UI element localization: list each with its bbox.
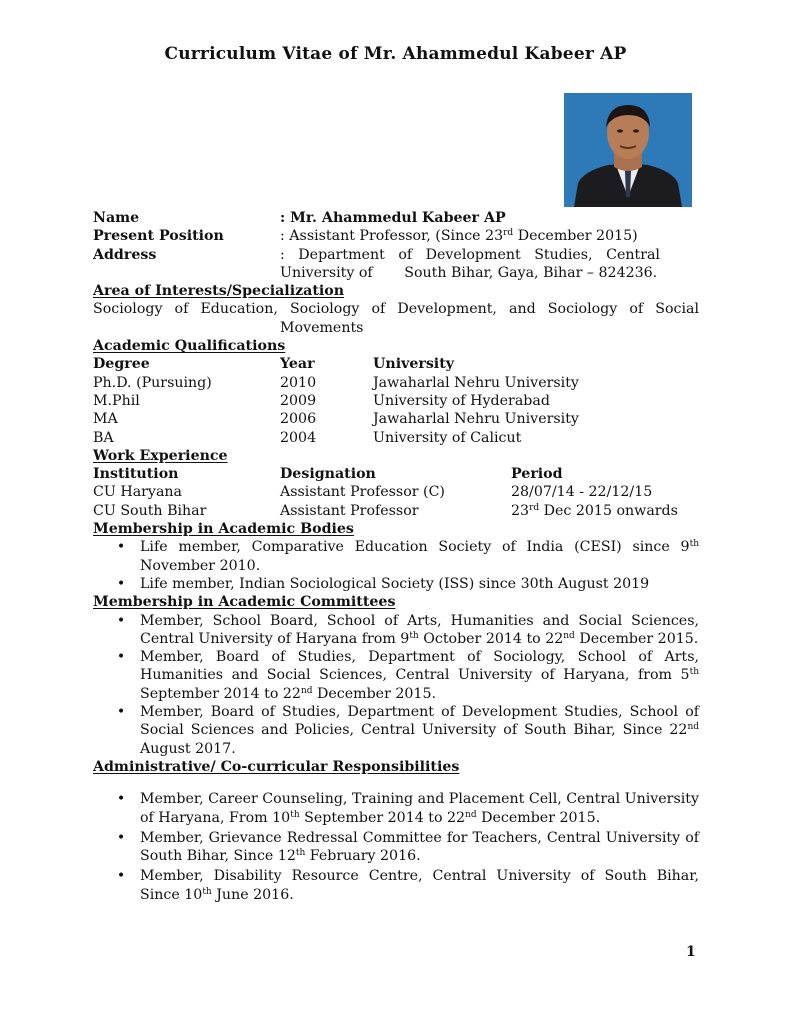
- address-row: [93, 246, 699, 283]
- list-item: • Member, Board of Studies, Department of Sociology, School of Arts, Humanities and Social Sciences, Central University of Haryana, from 5th September 2014 to 22nd December 2015.: [116, 649, 699, 702]
- bullet-icon: •: [116, 704, 126, 721]
- institution-header: Institution: [93, 466, 179, 483]
- name-value: : Mr. Ahammedul Kabeer AP: [280, 210, 506, 226]
- position-value: : Assistant Professor, (Since 23rd December 2015): [280, 228, 638, 245]
- table-row: MA 2006 Jawaharlal Nehru University: [93, 411, 579, 428]
- list-item: • Member, Board of Studies, Department of Development Studies, School of Social Sciences and Policies, Central University of South Bihar, Since 22nd August 2017.: [116, 704, 699, 757]
- interests-heading: Area of Interests/Specialization: [93, 283, 345, 300]
- name-row: [93, 209, 699, 227]
- position-label: Present Position: [93, 228, 224, 245]
- committees-heading: Membership in Academic Committees: [93, 594, 396, 611]
- degree-header: Degree: [93, 356, 150, 373]
- address-label: Address: [93, 246, 157, 263]
- academic-heading: Academic Qualifications: [93, 338, 286, 355]
- table-row: BA 2004 University of Calicut: [93, 429, 522, 446]
- list-item: • Member, School Board, School of Arts, Humanities and Social Sciences, Central University of Haryana from 9th October 2014 to 22nd December 2015.: [116, 612, 699, 647]
- bodies-list: [93, 538, 699, 593]
- list-item: • Life member, Comparative Education Society of India (CESI) since 9th November 2010.: [116, 539, 699, 574]
- admin-heading: Administrative/ Co-curricular Responsibilities: [93, 758, 460, 775]
- name-label: Name: [93, 210, 140, 226]
- work-header-row: [93, 465, 699, 483]
- page-number: 1: [686, 944, 696, 960]
- list-item: • Life member, Indian Sociological Society (ISS) since 30th August 2019: [116, 575, 650, 592]
- bodies-heading: Membership in Academic Bodies: [93, 521, 354, 538]
- bullet-icon: •: [116, 612, 126, 629]
- list-item: • Member, Disability Resource Centre, Central University of South Bihar, Since 10th June 2016.: [116, 868, 699, 903]
- bullet-icon: •: [116, 575, 126, 592]
- year-header: Year: [280, 356, 315, 373]
- bullet-icon: •: [116, 868, 126, 885]
- portrait-image: [564, 93, 692, 207]
- bullet-icon: •: [116, 649, 126, 666]
- document-title: Curriculum Vitae of Mr. Ahammedul Kabeer AP: [164, 44, 627, 64]
- designation-header: Designation: [280, 466, 376, 483]
- work-heading: Work Experience: [93, 447, 228, 464]
- committees-list: [93, 612, 699, 758]
- bullet-icon: •: [116, 829, 126, 846]
- bullet-icon: •: [116, 791, 126, 808]
- period-header: Period: [511, 466, 563, 483]
- academic-header-row: [93, 355, 699, 373]
- table-row: CU Haryana Assistant Professor (C) 28/07/14 - 22/12/15: [93, 484, 653, 501]
- table-row: CU South Bihar Assistant Professor 23rd Dec 2015 onwards: [93, 502, 678, 519]
- bullet-icon: •: [116, 539, 126, 556]
- university-header: University: [373, 356, 454, 373]
- list-item: • Member, Career Counseling, Training and Placement Cell, Central University of Haryana, From 10th September 2014 to 22nd December 2015.: [116, 791, 699, 826]
- profile-photo: [564, 93, 692, 207]
- list-item: • Member, Grievance Redressal Committee for Teachers, Central University of South Bihar, Since 12th February 2016.: [116, 829, 699, 865]
- interests-text: Sociology of Education, Sociology of Development, and Sociology of Social Movements: [93, 301, 699, 336]
- table-row: Ph.D. (Pursuing) 2010 Jawaharlal Nehru University: [93, 374, 579, 391]
- admin-list: [93, 790, 699, 904]
- cv-body: [93, 209, 699, 906]
- address-value: : Department of Development Studies, Central University of South Bihar, Gaya, Bihar – 824236.: [280, 246, 660, 281]
- table-row: M.Phil 2009 University of Hyderabad: [93, 392, 550, 409]
- position-row: [93, 227, 699, 245]
